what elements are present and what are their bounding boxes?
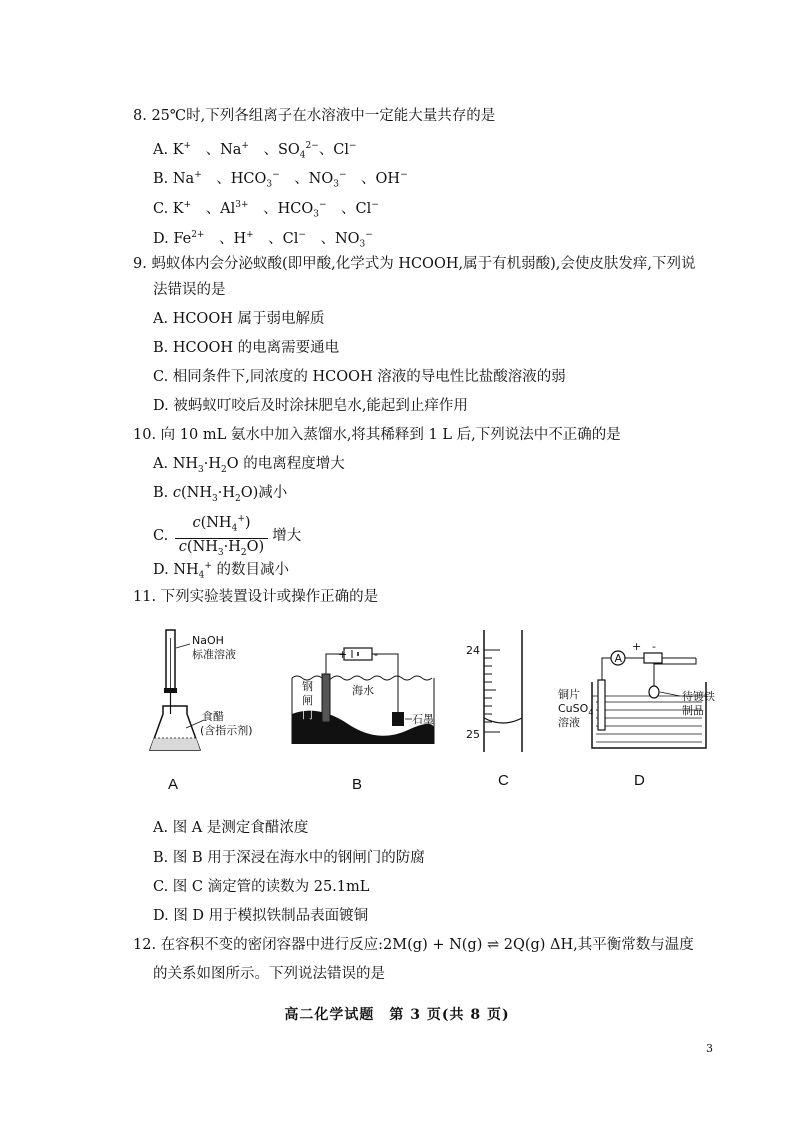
svg-text:-: -: [374, 648, 378, 661]
fig-d-cuso4-label: CuSO$_4$: [558, 702, 594, 717]
fig-a-naoh-label: NaOH: [192, 634, 224, 647]
page-number: 3: [706, 1042, 713, 1055]
fig-b-door: 门: [302, 708, 313, 721]
q9-stem: 9. 蚂蚁体内会分泌蚁酸(即甲酸,化学式为 HCOOH,属于有机弱酸),会使皮肤发痒,下列说: [133, 256, 696, 272]
fig-d-iron-label: 待镀铁: [682, 690, 715, 703]
q8-option-b: B. Na+ 、$HCO_3^-$ 、$NO_3^-$ 、OH−: [153, 170, 408, 190]
q8-option-c: C. K+ 、$Al^{3+}$ 、$HCO_3^-$ 、Cl−: [153, 200, 379, 220]
q9-stem-cont: 法错误的是: [153, 282, 226, 298]
q10-option-d: D. $NH_4^+$ 的数目减小: [153, 561, 290, 581]
ammeter-icon: A: [614, 652, 623, 665]
figure-b-seawater: [288, 644, 438, 749]
fraction: $\frac{c(NH_4^+)}{c(NH_3\cdot H_2O)}$: [175, 511, 268, 562]
q11-option-a: A. 图 A 是测定食醋浓度: [153, 820, 309, 836]
figure-c-label: C: [498, 772, 509, 789]
q9-option-a: A. HCOOH 属于弱电解质: [153, 311, 325, 327]
q11-stem: 11. 下列实验装置设计或操作正确的是: [133, 589, 379, 605]
q11-option-d: D. 图 D 用于模拟铁制品表面镀铜: [153, 908, 369, 924]
fig-d-copper-label: 铜片: [558, 688, 580, 701]
fig-d-product-label: 制品: [682, 704, 704, 717]
fig-a-indicator-label: (含指示剂): [200, 724, 253, 737]
q10-option-a: A. $NH_3\cdot H_2O$ 的电离程度增大: [153, 456, 345, 475]
q10-option-c: C. $\frac{c(NH_4^+)}{c(NH_3\cdot H_2O)}$ 增大: [153, 511, 301, 562]
q8-stem: 8. 25℃时,下列各组离子在水溶液中一定能大量共存的是: [133, 108, 496, 124]
q8-option-d: D. $Fe^{2+}$ 、H+ 、Cl− 、$NO_3^-$: [153, 230, 373, 250]
q8-option-a: A. K+ 、Na+ 、$SO_4^{2-}$、Cl−: [153, 141, 357, 161]
q11-option-c: C. 图 C 滴定管的读数为 25.1mL: [153, 879, 370, 895]
fig-c-mark-24: 24: [466, 644, 480, 657]
fig-d-solution-label: 溶液: [558, 716, 580, 729]
fig-b-gate: 闸: [302, 694, 313, 707]
q10-option-b: B. $c(NH_3\cdot H_2O)$减小: [153, 485, 288, 504]
svg-text:+: +: [632, 640, 642, 653]
q9-option-c: C. 相同条件下,同浓度的 HCOOH 溶液的导电性比盐酸溶液的弱: [153, 369, 566, 385]
fig-c-mark-25: 25: [466, 728, 480, 741]
fig-b-graphite-label: 石墨: [412, 713, 434, 726]
figure-d-electroplating: [556, 640, 736, 755]
q9-option-d: D. 被蚂蚁叮咬后及时涂抹肥皂水,能起到止痒作用: [153, 398, 468, 414]
fig-a-standard-label: 标准溶液: [192, 648, 236, 661]
figure-b-label: B: [352, 776, 363, 793]
fig-b-steel: 钢: [302, 680, 313, 693]
fig-a-vinegar-label: 食醋: [202, 710, 224, 723]
q11-option-b: B. 图 B 用于深浸在海水中的钢闸门的防腐: [153, 850, 425, 866]
q10-stem: 10. 向 10 mL 氨水中加入蒸馏水,将其稀释到 1 L 后,下列说法中不正确的是: [133, 427, 621, 443]
figure-a-titration: [140, 628, 275, 763]
figure-d-label: D: [634, 772, 645, 789]
svg-text:+: +: [338, 648, 348, 661]
q12-stem: 12. 在容积不变的密闭容器中进行反应:2M(g) + N(g) ⇌ 2Q(g) ΔH,其平衡常数与温度: [133, 937, 694, 953]
q12-stem-cont: 的关系如图所示。下列说法错误的是: [153, 966, 385, 982]
fig-b-seawater-label: 海水: [352, 684, 374, 697]
figure-a-label: A: [168, 776, 179, 793]
page-footer: 高二化学试题 第 3 页(共 8 页): [284, 1007, 510, 1023]
figure-c-burette: [464, 628, 534, 754]
svg-text:-: -: [652, 640, 656, 653]
q9-option-b: B. HCOOH 的电离需要通电: [153, 340, 340, 356]
